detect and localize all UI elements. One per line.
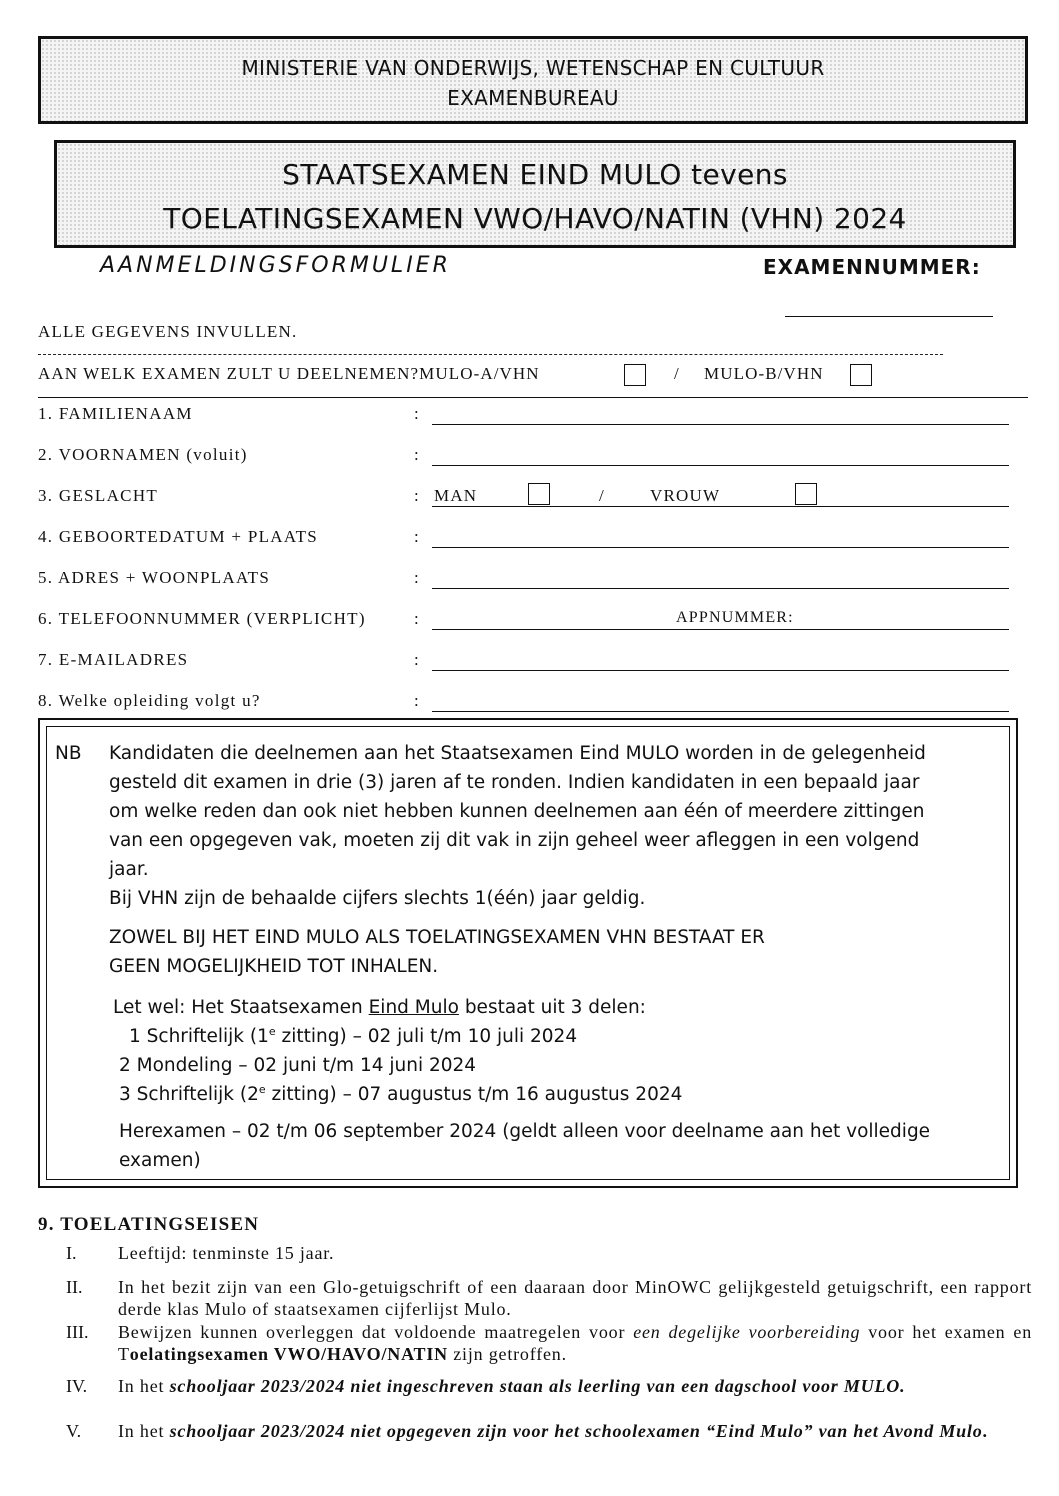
notice-line: Kandidaten die deelnemen aan het Staatsexamen Eind MULO worden in de gelegenheid xyxy=(109,743,926,764)
field-colon: : xyxy=(414,486,419,505)
geboortedatum-input[interactable] xyxy=(432,547,1009,548)
field-label: 7. E-MAILADRES xyxy=(38,650,189,669)
field-label: 8. Welke opleiding volgt u? xyxy=(38,691,261,710)
field-row-opleiding xyxy=(38,691,1013,721)
notice-tag: NB xyxy=(55,743,82,764)
herexamen-line: examen) xyxy=(119,1150,201,1171)
field-colon: : xyxy=(414,609,419,628)
ministry-header xyxy=(38,36,1028,124)
bureau-name: EXAMENBUREAU xyxy=(447,86,619,110)
notice-warning-line: GEEN MOGELIJKHEID TOT INHALEN. xyxy=(109,956,439,977)
exam-number-field[interactable] xyxy=(785,316,993,317)
gender-separator: / xyxy=(599,486,605,505)
item-text: zitting) – 07 augustus t/m 16 augustus 2024 xyxy=(265,1084,683,1105)
field-label: 2. VOORNAMEN (voluit) xyxy=(38,445,248,464)
exam-number-label: EXAMENNUMMER: xyxy=(763,255,981,279)
exam-title-line1: STAATSEXAMEN EIND MULO tevens xyxy=(282,158,788,191)
field-colon: : xyxy=(414,404,419,423)
notice-item-1 xyxy=(129,1022,577,1051)
notice-herexamen xyxy=(119,1117,999,1175)
notice-warning-line: ZOWEL BIJ HET EIND MULO ALS TOELATINGSEXAMEN VHN BESTAAT ER xyxy=(109,927,765,948)
field-colon: : xyxy=(414,445,419,464)
opleiding-input[interactable] xyxy=(432,711,1009,712)
requirement-number: I. xyxy=(66,1243,77,1263)
notice-inner xyxy=(46,726,1010,1180)
field-label: 6. TELEFOONNUMMER (VERPLICHT) xyxy=(38,609,366,628)
letwel-underlined: Eind Mulo xyxy=(368,997,459,1018)
requirement-number: IV. xyxy=(66,1376,88,1396)
notice-line: jaar. xyxy=(109,859,149,880)
gender-vrouw-label: VROUW xyxy=(650,486,721,505)
requirement-text: Bewijzen kunnen overleggen dat voldoende maatregelen voor een degelijke voorbereiding voor het examen en Toelatingsexamen VWO/HAVO/NATIN zijn getroffen. xyxy=(118,1322,1032,1364)
notice-letwel xyxy=(113,993,1003,1022)
voornamen-input[interactable] xyxy=(432,465,1009,466)
requirement-number: III. xyxy=(66,1322,89,1342)
requirement-text: In het schooljaar 2023/2024 niet ingeschreven staan als leerling van een dagschool voor MULO. xyxy=(118,1376,906,1396)
gender-vrouw-checkbox[interactable] xyxy=(795,483,817,505)
exam-title-line2: TOELATINGSEXAMEN VWO/HAVO/NATIN (VHN) 2024 xyxy=(163,202,907,235)
exam-choice-separator: / xyxy=(674,364,679,383)
familienaam-input[interactable] xyxy=(432,424,1009,425)
notice-item-3 xyxy=(119,1080,682,1109)
letwel-text: bestaat uit 3 delen: xyxy=(458,997,646,1018)
telefoon-input[interactable] xyxy=(432,629,1009,630)
field-row-voornamen xyxy=(38,445,1013,475)
field-row-telefoon xyxy=(38,609,1013,639)
item-sup: e xyxy=(268,1025,276,1038)
exam-choice-row xyxy=(38,364,1028,398)
geslacht-line xyxy=(432,506,1009,507)
field-label: 3. GESLACHT xyxy=(38,486,159,505)
requirement-text: In het schooljaar 2023/2024 niet opgegeven zijn voor het schoolexamen “Eind Mulo” van het Avond Mulo. xyxy=(118,1421,988,1441)
form-title: AANMELDINGSFORMULIER xyxy=(100,253,451,278)
notice-warning xyxy=(109,923,999,981)
requirement-text: In het bezit zijn van een Glo-getuigschrift of een daaraan door MinOWC gelijkgesteld getuigschrift, een rapport derde klas Mulo of staatsexamen cijferlijst Mulo. xyxy=(118,1277,1032,1319)
notice-paragraph xyxy=(109,739,999,913)
field-row-familienaam xyxy=(38,404,1013,434)
requirement-text: Leeftijd: tenminste 15 jaar. xyxy=(118,1243,335,1263)
ministry-name: MINISTERIE VAN ONDERWIJS, WETENSCHAP EN CULTUUR xyxy=(241,56,825,80)
field-colon: : xyxy=(414,568,419,587)
gender-man-checkbox[interactable] xyxy=(528,483,550,505)
field-row-geboortedatum xyxy=(38,527,1013,557)
field-colon: : xyxy=(414,527,419,546)
app-number-label: APPNUMMER: xyxy=(676,609,794,626)
field-label: 4. GEBOORTEDATUM + PLAATS xyxy=(38,527,319,546)
item-text: 3 Schriftelijk (2 xyxy=(119,1084,259,1105)
item-sup: e xyxy=(258,1083,266,1096)
notice-line: Bij VHN zijn de behaalde cijfers slechts 1(één) jaar geldig. xyxy=(109,888,646,909)
email-input[interactable] xyxy=(432,670,1009,671)
fill-all-instruction: ALLE GEGEVENS INVULLEN. xyxy=(38,322,298,341)
field-colon: : xyxy=(414,650,419,669)
notice-item-2: 2 Mondeling – 02 juni t/m 14 juni 2024 xyxy=(119,1055,477,1076)
field-colon: : xyxy=(414,691,419,710)
exam-option-b-label: MULO-B/VHN xyxy=(704,364,824,383)
field-row-adres xyxy=(38,568,1013,598)
field-row-email xyxy=(38,650,1013,680)
exam-title-box xyxy=(54,140,1016,248)
requirement-number: V. xyxy=(66,1421,82,1441)
field-label: 1. FAMILIENAAM xyxy=(38,404,193,423)
notice-line: gesteld dit examen in drie (3) jaren af te ronden. Indien kandidaten in een bepaald jaar xyxy=(109,772,920,793)
notice-line: van een opgegeven vak, moeten zij dit vak in zijn geheel weer afleggen in een volgend xyxy=(109,830,920,851)
gender-man-label: MAN xyxy=(434,486,478,505)
mulo-b-checkbox[interactable] xyxy=(850,364,872,386)
requirement-number: II. xyxy=(66,1277,83,1297)
notice-line: om welke reden dan ook niet hebben kunnen deelnemen aan één of meerdere zittingen xyxy=(109,801,925,822)
notice-box xyxy=(38,718,1018,1188)
herexamen-line: Herexamen – 02 t/m 06 september 2024 (geldt alleen voor deelname aan het volledige xyxy=(119,1121,931,1142)
requirements-title: 9. TOELATINGSEISEN xyxy=(38,1214,260,1235)
item-text: zitting) – 02 juli t/m 10 juli 2024 xyxy=(275,1026,578,1047)
letwel-text: Let wel: Het Staatsexamen xyxy=(113,997,369,1018)
field-row-geslacht xyxy=(38,486,1013,516)
exam-choice-question: AAN WELK EXAMEN ZULT U DEELNEMEN?MULO-A/VHN xyxy=(38,364,540,383)
field-label: 5. ADRES + WOONPLAATS xyxy=(38,568,271,587)
adres-input[interactable] xyxy=(432,588,1009,589)
dashed-divider xyxy=(38,354,943,355)
mulo-a-checkbox[interactable] xyxy=(624,364,646,386)
item-text: 1 Schriftelijk (1 xyxy=(129,1026,269,1047)
